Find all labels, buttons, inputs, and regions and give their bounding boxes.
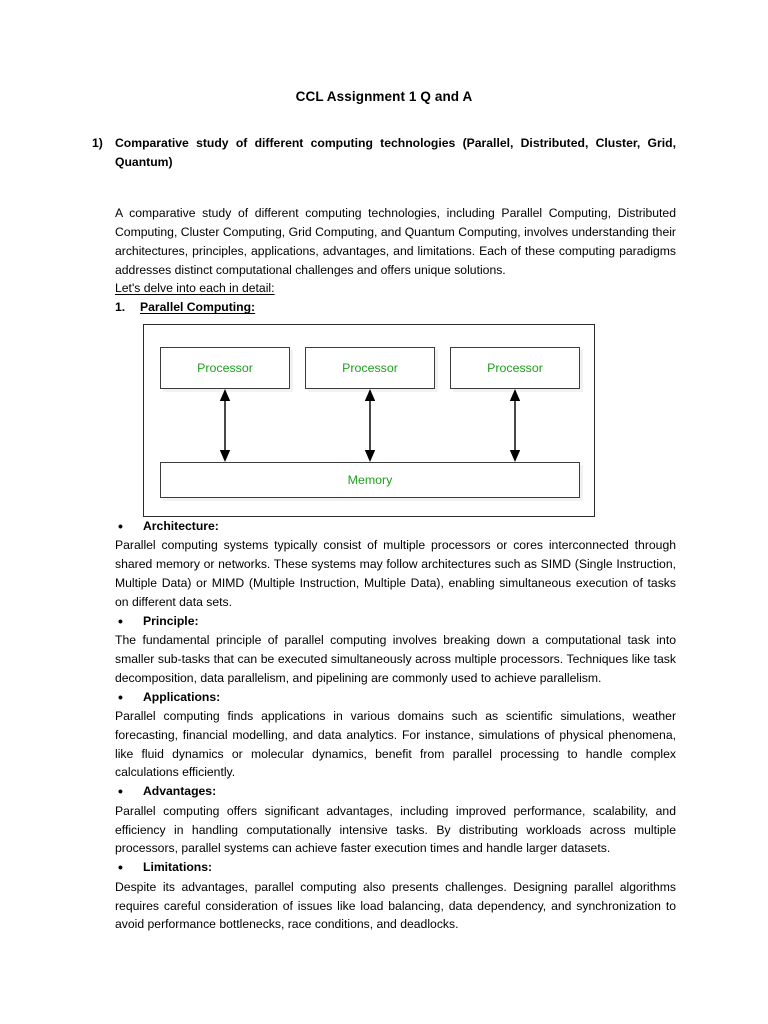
- section-label: Parallel Computing:: [140, 300, 256, 315]
- intro-paragraph: A comparative study of different computing technologies, including Parallel Computing, Distributed Computing, Cluster Computing, Grid Computing, and Quantum Computing, involves understanding their architectures, principles, applications, advantages, and limitations. Each of these computing paradigms addresses distinct computational challenges and offers unique solutions.: [115, 205, 676, 277]
- parallel-architecture-diagram: [143, 324, 595, 517]
- double-arrow-icon-2: [363, 389, 377, 462]
- processor-node-1: Processor: [160, 347, 290, 389]
- question-text: Comparative study of different computing technologies (Parallel, Distributed, Cluster, Grid, Quantum): [115, 136, 676, 169]
- bullet-section-limitations: [115, 858, 676, 934]
- delve-line-text: Let's delve into each in detail:: [115, 281, 275, 296]
- bullet-dot-icon: •: [118, 688, 123, 705]
- bullet-dot-icon: •: [118, 783, 123, 800]
- section-heading-parallel-computing: [115, 298, 676, 317]
- bullet-heading-limitations: [115, 858, 676, 877]
- double-arrow-icon-3: [508, 389, 522, 462]
- bullet-heading-label: Architecture:: [143, 518, 219, 533]
- processor-node-2: Processor: [305, 347, 435, 389]
- question-number: 1): [92, 136, 103, 151]
- content-column: [0, 204, 768, 935]
- bullet-section-applications: [115, 688, 676, 783]
- bullet-body-architecture: Parallel computing systems typically consist of multiple processors or cores interconnected through shared memory or networks. These systems may follow architectures such as SIMD (Single Instruction, Multiple Data) or MIMD (Multiple Instruction, Multiple Data), enabling simultaneous execution of tasks on different data sets.: [115, 537, 676, 609]
- bullet-heading-principle: [115, 612, 676, 631]
- bullet-heading-label: Limitations:: [143, 860, 213, 875]
- double-arrow-icon-1: [218, 389, 232, 462]
- bullet-dot-icon: •: [118, 612, 123, 629]
- bullet-section-advantages: [115, 782, 676, 858]
- section-number: 1.: [115, 300, 126, 315]
- diagram-container: [143, 324, 676, 517]
- bullet-heading-label: Principle:: [143, 613, 199, 628]
- processor-node-3: Processor: [450, 347, 580, 389]
- bullet-dot-icon: •: [118, 517, 123, 534]
- bullet-body-limitations: Despite its advantages, parallel computing also presents challenges. Designing parallel algorithms requires careful consideration of issues like load balancing, data dependency, and synchronization to avoid performance bottlenecks, race conditions, and deadlocks.: [115, 879, 676, 932]
- bullet-heading-label: Applications:: [143, 689, 221, 704]
- bullet-body-applications: Parallel computing finds applications in various domains such as scientific simulations, weather forecasting, financial modelling, and data analytics. For instance, simulations of physical phenomena, like fluid dynamics or molecular dynamics, benefit from parallel processing to handle complex calculations efficiently.: [115, 708, 676, 780]
- delve-line: [115, 279, 676, 298]
- processor-row: [144, 347, 596, 389]
- bullet-body-advantages: Parallel computing offers significant advantages, including improved performance, scalability, and efficiency in handling computationally intensive tasks. By distributing workloads across multiple processors, parallel systems can achieve faster execution times and handle larger datasets.: [115, 803, 676, 856]
- bullet-heading-advantages: [115, 782, 676, 801]
- bullet-section-architecture: [115, 517, 676, 612]
- bullet-heading-label: Advantages:: [143, 784, 217, 799]
- memory-node: Memory: [160, 462, 580, 498]
- question-heading: [0, 134, 768, 190]
- bullet-heading-applications: [115, 688, 676, 707]
- page-title: CCL Assignment 1 Q and A: [295, 89, 473, 104]
- bullet-dot-icon: •: [118, 859, 123, 876]
- bullet-body-principle: The fundamental principle of parallel computing involves breaking down a computational task into smaller sub-tasks that can be executed simultaneously across multiple processors. Techniques like task decomposition, data parallelism, and pipelining are commonly used to achieve parallelism.: [115, 632, 676, 685]
- bullet-heading-architecture: [115, 517, 676, 536]
- bullet-section-principle: [115, 612, 676, 688]
